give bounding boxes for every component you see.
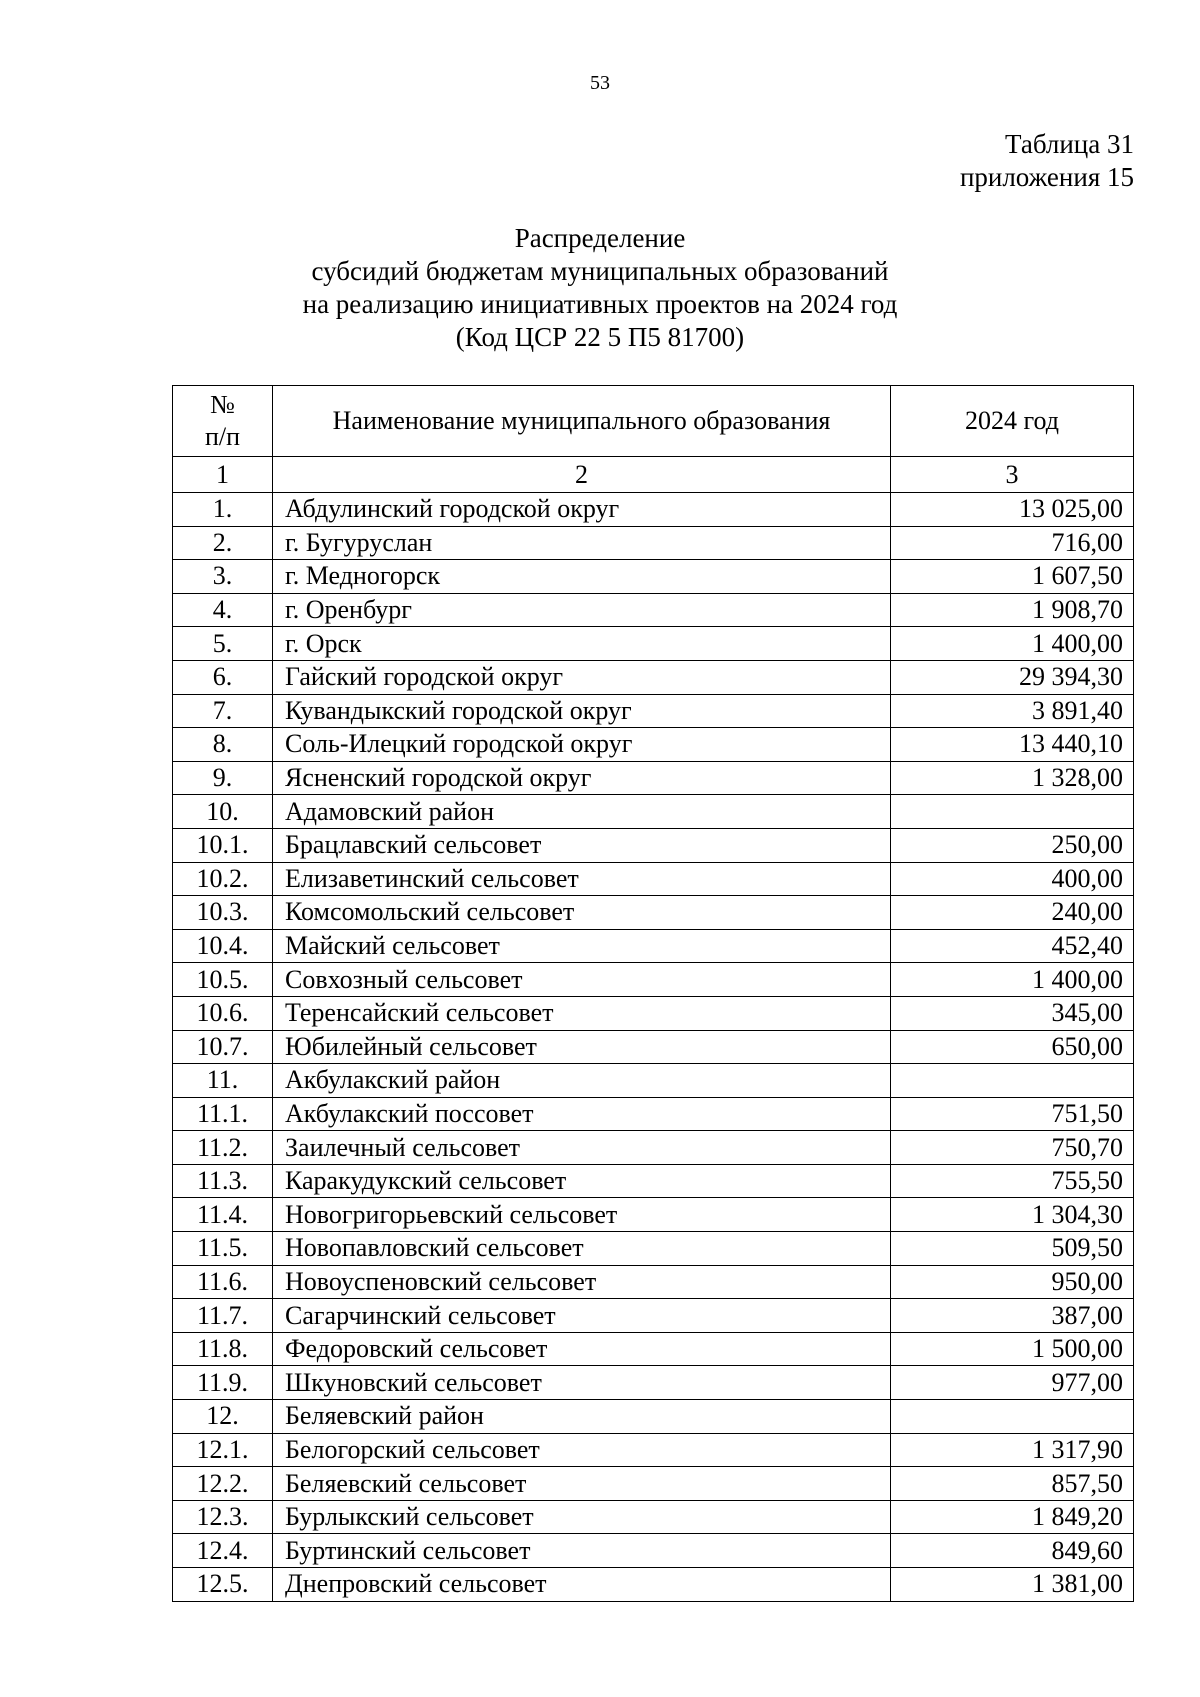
column-numbers-row [173, 457, 1134, 493]
table-row [173, 1500, 1134, 1534]
row-number: 1. [173, 493, 273, 527]
table-row [173, 828, 1134, 862]
row-amount: 1 317,90 [891, 1433, 1134, 1467]
row-municipality-name: Совхозный сельсовет [273, 963, 891, 997]
row-amount: 1 849,20 [891, 1500, 1134, 1534]
header-year: 2024 год [891, 386, 1134, 457]
row-amount: 1 328,00 [891, 761, 1134, 795]
row-municipality-name: г. Бугуруслан [273, 526, 891, 560]
table-row [173, 1332, 1134, 1366]
title-line4: (Код ЦСР 22 5 П5 81700) [455, 322, 745, 352]
table-row [173, 593, 1134, 627]
row-number: 11.8. [173, 1332, 273, 1366]
row-amount: 250,00 [891, 828, 1134, 862]
row-municipality-name: Каракудукский сельсовет [273, 1164, 891, 1198]
row-number: 10.2. [173, 862, 273, 896]
header-number-line2: п/п [204, 422, 241, 451]
row-amount: 849,60 [891, 1534, 1134, 1568]
row-municipality-name: Новопавловский сельсовет [273, 1232, 891, 1266]
row-number: 2. [173, 526, 273, 560]
row-number: 10.3. [173, 896, 273, 930]
table-row [173, 1131, 1134, 1165]
table-row [173, 526, 1134, 560]
row-number: 11.4. [173, 1198, 273, 1232]
column-number: 1 [173, 457, 273, 493]
row-number: 11.3. [173, 1164, 273, 1198]
table-row [173, 694, 1134, 728]
row-municipality-name: Гайский городской округ [273, 660, 891, 694]
row-amount: 509,50 [891, 1232, 1134, 1266]
row-amount [891, 1064, 1134, 1098]
row-number: 6. [173, 660, 273, 694]
table-row [173, 1030, 1134, 1064]
row-number: 10.7. [173, 1030, 273, 1064]
title-line2: субсидий бюджетам муниципальных образований [311, 256, 889, 286]
table-row [173, 795, 1134, 829]
table-row [173, 963, 1134, 997]
row-number: 12.2. [173, 1467, 273, 1501]
title-line1: Распределение [514, 223, 686, 253]
table-row [173, 929, 1134, 963]
table-row [173, 1064, 1134, 1098]
table-reference [960, 128, 1134, 194]
row-amount: 750,70 [891, 1131, 1134, 1165]
document-title [0, 222, 1200, 354]
row-municipality-name: Буртинский сельсовет [273, 1534, 891, 1568]
row-amount: 29 394,30 [891, 660, 1134, 694]
title-line3: на реализацию инициативных проектов на 2024 год [302, 289, 898, 319]
table-row [173, 862, 1134, 896]
row-amount: 13 025,00 [891, 493, 1134, 527]
row-municipality-name: Комсомольский сельсовет [273, 896, 891, 930]
row-amount: 977,00 [891, 1366, 1134, 1400]
row-amount: 650,00 [891, 1030, 1134, 1064]
table-row [173, 1097, 1134, 1131]
row-number: 12. [173, 1400, 273, 1434]
row-municipality-name: Новоуспеновский сельсовет [273, 1265, 891, 1299]
row-number: 10.6. [173, 996, 273, 1030]
row-amount: 400,00 [891, 862, 1134, 896]
row-municipality-name: Адамовский район [273, 795, 891, 829]
row-number: 10.5. [173, 963, 273, 997]
row-amount: 3 891,40 [891, 694, 1134, 728]
row-municipality-name: Елизаветинский сельсовет [273, 862, 891, 896]
row-number: 11.5. [173, 1232, 273, 1266]
row-municipality-name: Беляевский сельсовет [273, 1467, 891, 1501]
table-row [173, 1568, 1134, 1602]
row-municipality-name: Соль-Илецкий городской округ [273, 728, 891, 762]
table-row [173, 1198, 1134, 1232]
table-row [173, 627, 1134, 661]
row-amount: 857,50 [891, 1467, 1134, 1501]
table-row [173, 1400, 1134, 1434]
row-municipality-name: Брацлавский сельсовет [273, 828, 891, 862]
table-row [173, 1534, 1134, 1568]
table-row [173, 560, 1134, 594]
row-number: 12.5. [173, 1568, 273, 1602]
row-number: 11.1. [173, 1097, 273, 1131]
row-amount: 1 908,70 [891, 593, 1134, 627]
row-municipality-name: Ясненский городской округ [273, 761, 891, 795]
row-amount: 1 607,50 [891, 560, 1134, 594]
row-amount: 345,00 [891, 996, 1134, 1030]
row-amount: 751,50 [891, 1097, 1134, 1131]
row-amount [891, 1400, 1134, 1434]
row-amount: 1 381,00 [891, 1568, 1134, 1602]
row-amount: 1 304,30 [891, 1198, 1134, 1232]
row-amount: 240,00 [891, 896, 1134, 930]
table-reference-line1: Таблица 31 [1005, 129, 1134, 159]
distribution-table [172, 385, 1134, 1602]
row-number: 12.4. [173, 1534, 273, 1568]
row-number: 7. [173, 694, 273, 728]
row-amount: 755,50 [891, 1164, 1134, 1198]
table-reference-line2: приложения 15 [959, 162, 1134, 192]
row-amount: 950,00 [891, 1265, 1134, 1299]
row-municipality-name: Шкуновский сельсовет [273, 1366, 891, 1400]
table-row [173, 996, 1134, 1030]
row-municipality-name: Акбулакский поссовет [273, 1097, 891, 1131]
row-amount: 1 400,00 [891, 963, 1134, 997]
table-row [173, 1366, 1134, 1400]
row-amount [891, 795, 1134, 829]
table-row [173, 1164, 1134, 1198]
row-municipality-name: Акбулакский район [273, 1064, 891, 1098]
table-row [173, 1299, 1134, 1333]
row-number: 3. [173, 560, 273, 594]
row-number: 8. [173, 728, 273, 762]
row-municipality-name: г. Оренбург [273, 593, 891, 627]
row-municipality-name: Майский сельсовет [273, 929, 891, 963]
table-header-row [173, 386, 1134, 457]
table-row [173, 896, 1134, 930]
row-municipality-name: Новогригорьевский сельсовет [273, 1198, 891, 1232]
row-number: 10.4. [173, 929, 273, 963]
column-number: 3 [891, 457, 1134, 493]
row-municipality-name: Абдулинский городской округ [273, 493, 891, 527]
row-municipality-name: Федоровский сельсовет [273, 1332, 891, 1366]
row-municipality-name: Белогорский сельсовет [273, 1433, 891, 1467]
table-row [173, 1433, 1134, 1467]
row-amount: 1 400,00 [891, 627, 1134, 661]
row-number: 9. [173, 761, 273, 795]
row-amount: 716,00 [891, 526, 1134, 560]
row-municipality-name: Сагарчинский сельсовет [273, 1299, 891, 1333]
row-municipality-name: Заилечный сельсовет [273, 1131, 891, 1165]
row-number: 11.6. [173, 1265, 273, 1299]
table-row [173, 761, 1134, 795]
header-number-line1: № [210, 390, 235, 419]
column-number: 2 [273, 457, 891, 493]
table-row [173, 728, 1134, 762]
table-row [173, 493, 1134, 527]
row-municipality-name: г. Медногорск [273, 560, 891, 594]
row-amount: 387,00 [891, 1299, 1134, 1333]
row-municipality-name: Беляевский район [273, 1400, 891, 1434]
row-amount: 13 440,10 [891, 728, 1134, 762]
row-number: 10.1. [173, 828, 273, 862]
row-amount: 452,40 [891, 929, 1134, 963]
row-number: 5. [173, 627, 273, 661]
header-number [173, 386, 273, 457]
table-row [173, 1467, 1134, 1501]
table-row [173, 1265, 1134, 1299]
table-row [173, 1232, 1134, 1266]
row-number: 10. [173, 795, 273, 829]
row-number: 12.1. [173, 1433, 273, 1467]
row-amount: 1 500,00 [891, 1332, 1134, 1366]
row-number: 11.7. [173, 1299, 273, 1333]
row-municipality-name: Юбилейный сельсовет [273, 1030, 891, 1064]
row-number: 12.3. [173, 1500, 273, 1534]
row-number: 11.2. [173, 1131, 273, 1165]
row-number: 4. [173, 593, 273, 627]
row-municipality-name: г. Орск [273, 627, 891, 661]
header-name: Наименование муниципального образования [273, 386, 891, 457]
page-number: 53 [590, 72, 610, 94]
table-row [173, 660, 1134, 694]
row-number: 11. [173, 1064, 273, 1098]
row-municipality-name: Бурлыкский сельсовет [273, 1500, 891, 1534]
row-number: 11.9. [173, 1366, 273, 1400]
row-municipality-name: Теренсайский сельсовет [273, 996, 891, 1030]
row-municipality-name: Днепровский сельсовет [273, 1568, 891, 1602]
row-municipality-name: Кувандыкский городской округ [273, 694, 891, 728]
